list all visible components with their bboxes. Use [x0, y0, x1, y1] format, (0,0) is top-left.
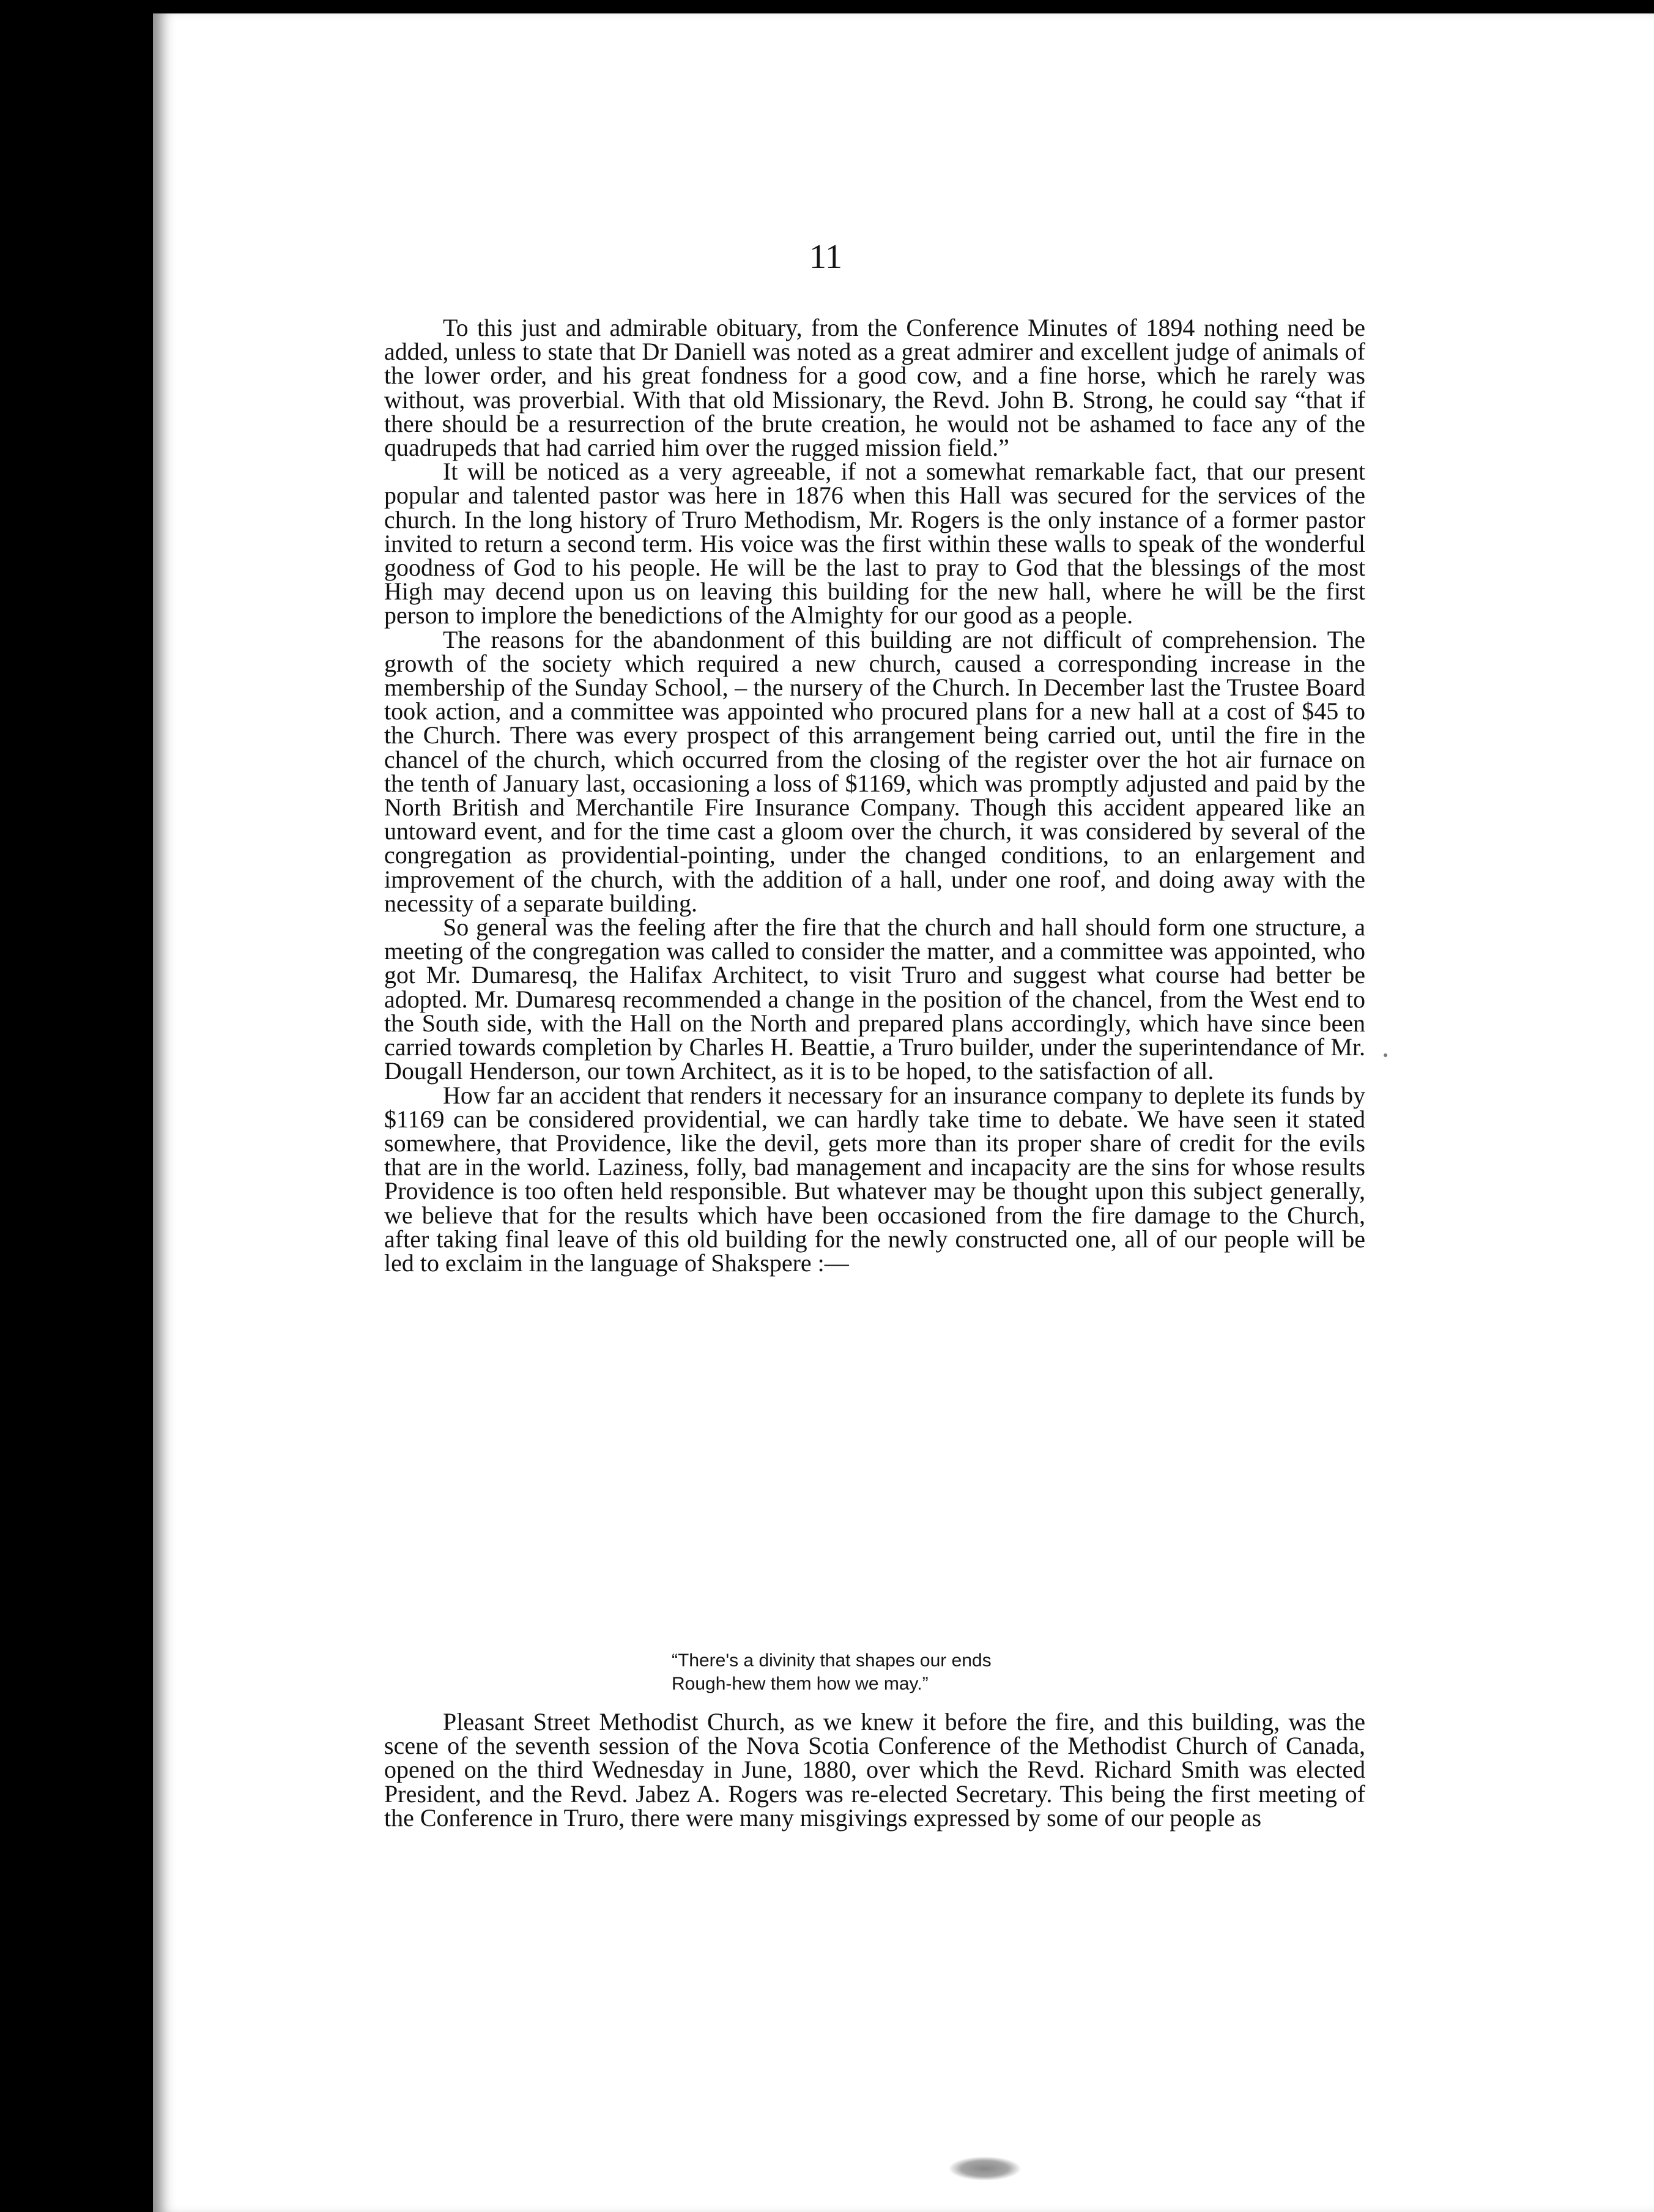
paragraph-abandonment: The reasons for the abandonment of this building are not difficult of comprehension. The growth of the society which required a new church, caused a corresponding increase in the membership of the Sunday School, – the nursery of the Church. In December last the Trustee Board took action, and a committee was appointed who procured plans for a new hall at a cost of $45 to the Church. There was every prospect of this arrangement being carried out, until the fire in the chancel of the church, which occurred from the closing of the register over the hot air furnace on the tenth of January last, occasioning a loss of $1169, which was promptly adjusted and paid by the North British and Merchantile Fire Insurance Company. Though this accident appeared like an untoward event, and for the time cast a gloom over the church, it was considered by several of the congregation as providential-pointing, under the changed conditions, to an enlargement and improvement of the church, with the addition of a hall, under one roof, and doing away with the necessity of a separate building.: [384, 625, 1365, 917]
closing-text: [384, 1710, 1365, 1830]
page-number: 11: [809, 238, 842, 276]
paragraph-conference: Pleasant Street Methodist Church, as we knew it before the fire, and this building, was the scene of the seventh session of the Nova Scotia Conference of the Methodist Church of Canada, opened on the third Wednesday in June, 1880, over which the Revd. Richard Smith was elected President, and the Revd. Jabez A. Rogers was re-elected Secretary. This being the first meeting of the Conference in Truro, there were many misgivings expressed by some of our people as: [384, 1708, 1365, 1832]
paragraph-structure: So general was the feeling after the fire that the church and hall should form one structure, a meeting of the congregation was called to consider the matter, and a committee was appointed, who got Mr. Dumaresq, the Halifax Architect, to visit Truro and suggest what course had better be adopted. Mr. Dumaresq recommended a change in the position of the chancel, from the West end to the South side, with the Hall on the North and prepared plans accordingly, which have since been carried towards completion by Charles H. Beattie, a Truro builder, under the superintendance of Mr. Dougall Henderson, our town Architect, as it is to be hoped, to the satisfaction of all.: [384, 913, 1365, 1085]
shakespeare-quote: [672, 1649, 1222, 1696]
paragraph-obituary: To this just and admirable obituary, from the Conference Minutes of 1894 nothing need be added, unless to state that Dr Daniell was noted as a great admirer and excellent judge of animals of the lower order, and his great fondness for a good cow, and a fine horse, which he rarely was without, was proverbial. With that old Missionary, the Revd. John B. Strong, he could say “that if there should be a resurrection of the brute creation, he would not be ashamed to face any of the quadrupeds that had carried him over the rugged mission field.”: [384, 314, 1365, 462]
quote-line: Rough-hew them how we may.”: [672, 1674, 929, 1694]
paragraph-pastor: It will be noticed as a very agreeable, if not a somewhat remarkable fact, that our present popular and talented pastor was here in 1876 when this Hall was secured for the services of the church. In the long history of Truro Methodism, Mr. Rogers is the only instance of a former pastor invited to return a second term. His voice was the first within these walls to speak of the wonderful goodness of God to his people. He will be the last to pray to God that the blessings of the most High may decend upon us on leaving this building for the new hall, where he will be the first person to implore the benedictions of the Almighty for our good as a people.: [384, 458, 1365, 629]
paragraph-providence: How far an accident that renders it necessary for an insurance company to deplete its funds by $1169 can be considered providential, we can hardly take time to debate. We have seen it stated somewhere, that Providence, like the devil, gets more than its proper share of credit for the evils that are in the world. Laziness, folly, bad management and incapacity are the sins for whose results Providence is too often held responsible. But whatever may be thought upon this subject generally, we believe that for the results which have been occasioned from the fire damage to the Church, after taking final leave of this old building for the newly constructed one, all of our people will be led to exclaim in the language of Shakspere :—: [384, 1081, 1365, 1277]
body-text: [384, 316, 1365, 1275]
scan-smudge: [948, 2156, 1022, 2181]
quote-line: “There's a divinity that shapes our ends: [672, 1650, 992, 1671]
scan-speck: [1384, 1053, 1387, 1057]
